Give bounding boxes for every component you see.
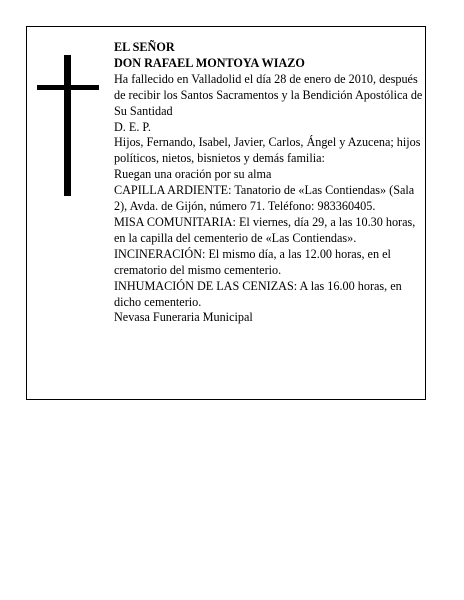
cross-vertical-bar bbox=[64, 55, 71, 196]
misa-label: MISA COMUNITARIA: bbox=[114, 214, 236, 229]
family-list: Hijos, Fernando, Isabel, Javier, Carlos, Ángel y Azucena; hijos políticos, nietos, bisnietos y demás familia: bbox=[114, 135, 421, 166]
incineracion-label: INCINERACIÓN: bbox=[114, 246, 206, 261]
incineracion bbox=[114, 247, 424, 279]
dep-line: D. E. P. bbox=[114, 119, 151, 134]
deceased-name: DON RAFAEL MONTOYA WIAZO bbox=[114, 55, 305, 70]
death-statement: Ha fallecido en Valladolid el día 28 de enero de 2010, después de recibir los Santos Sacramentos y la Bendición Apostólica de Su Santidad bbox=[114, 71, 423, 118]
capilla-ardiente bbox=[114, 183, 424, 215]
incineracion-text: El mismo día, a las 12.00 horas, en el crematorio del mismo cementerio. bbox=[114, 246, 391, 277]
prayer-request: Ruegan una oración por su alma bbox=[114, 167, 272, 182]
misa-text: El viernes, día 29, a las 10.30 horas, en la capilla del cementerio de «Las Contiendas». bbox=[114, 214, 416, 245]
inhumacion-text: A las 16.00 horas, en dicho cementerio. bbox=[114, 278, 402, 309]
cross-horizontal-bar bbox=[37, 85, 99, 90]
misa-comunitaria bbox=[114, 215, 424, 247]
capilla-text: Tanatorio de «Las Contiendas» (Sala 2), Avda. de Gijón, número 71. Teléfono: 983360405. bbox=[114, 183, 415, 214]
funeraria: Nevasa Funeraria Municipal bbox=[114, 310, 253, 325]
inhumacion-label: INHUMACIÓN DE LAS CENIZAS: bbox=[114, 278, 298, 293]
notice-title: EL SEÑOR bbox=[114, 40, 175, 54]
capilla-label: CAPILLA ARDIENTE: bbox=[114, 183, 232, 198]
inhumacion bbox=[114, 279, 424, 311]
obituary-text bbox=[114, 40, 424, 326]
